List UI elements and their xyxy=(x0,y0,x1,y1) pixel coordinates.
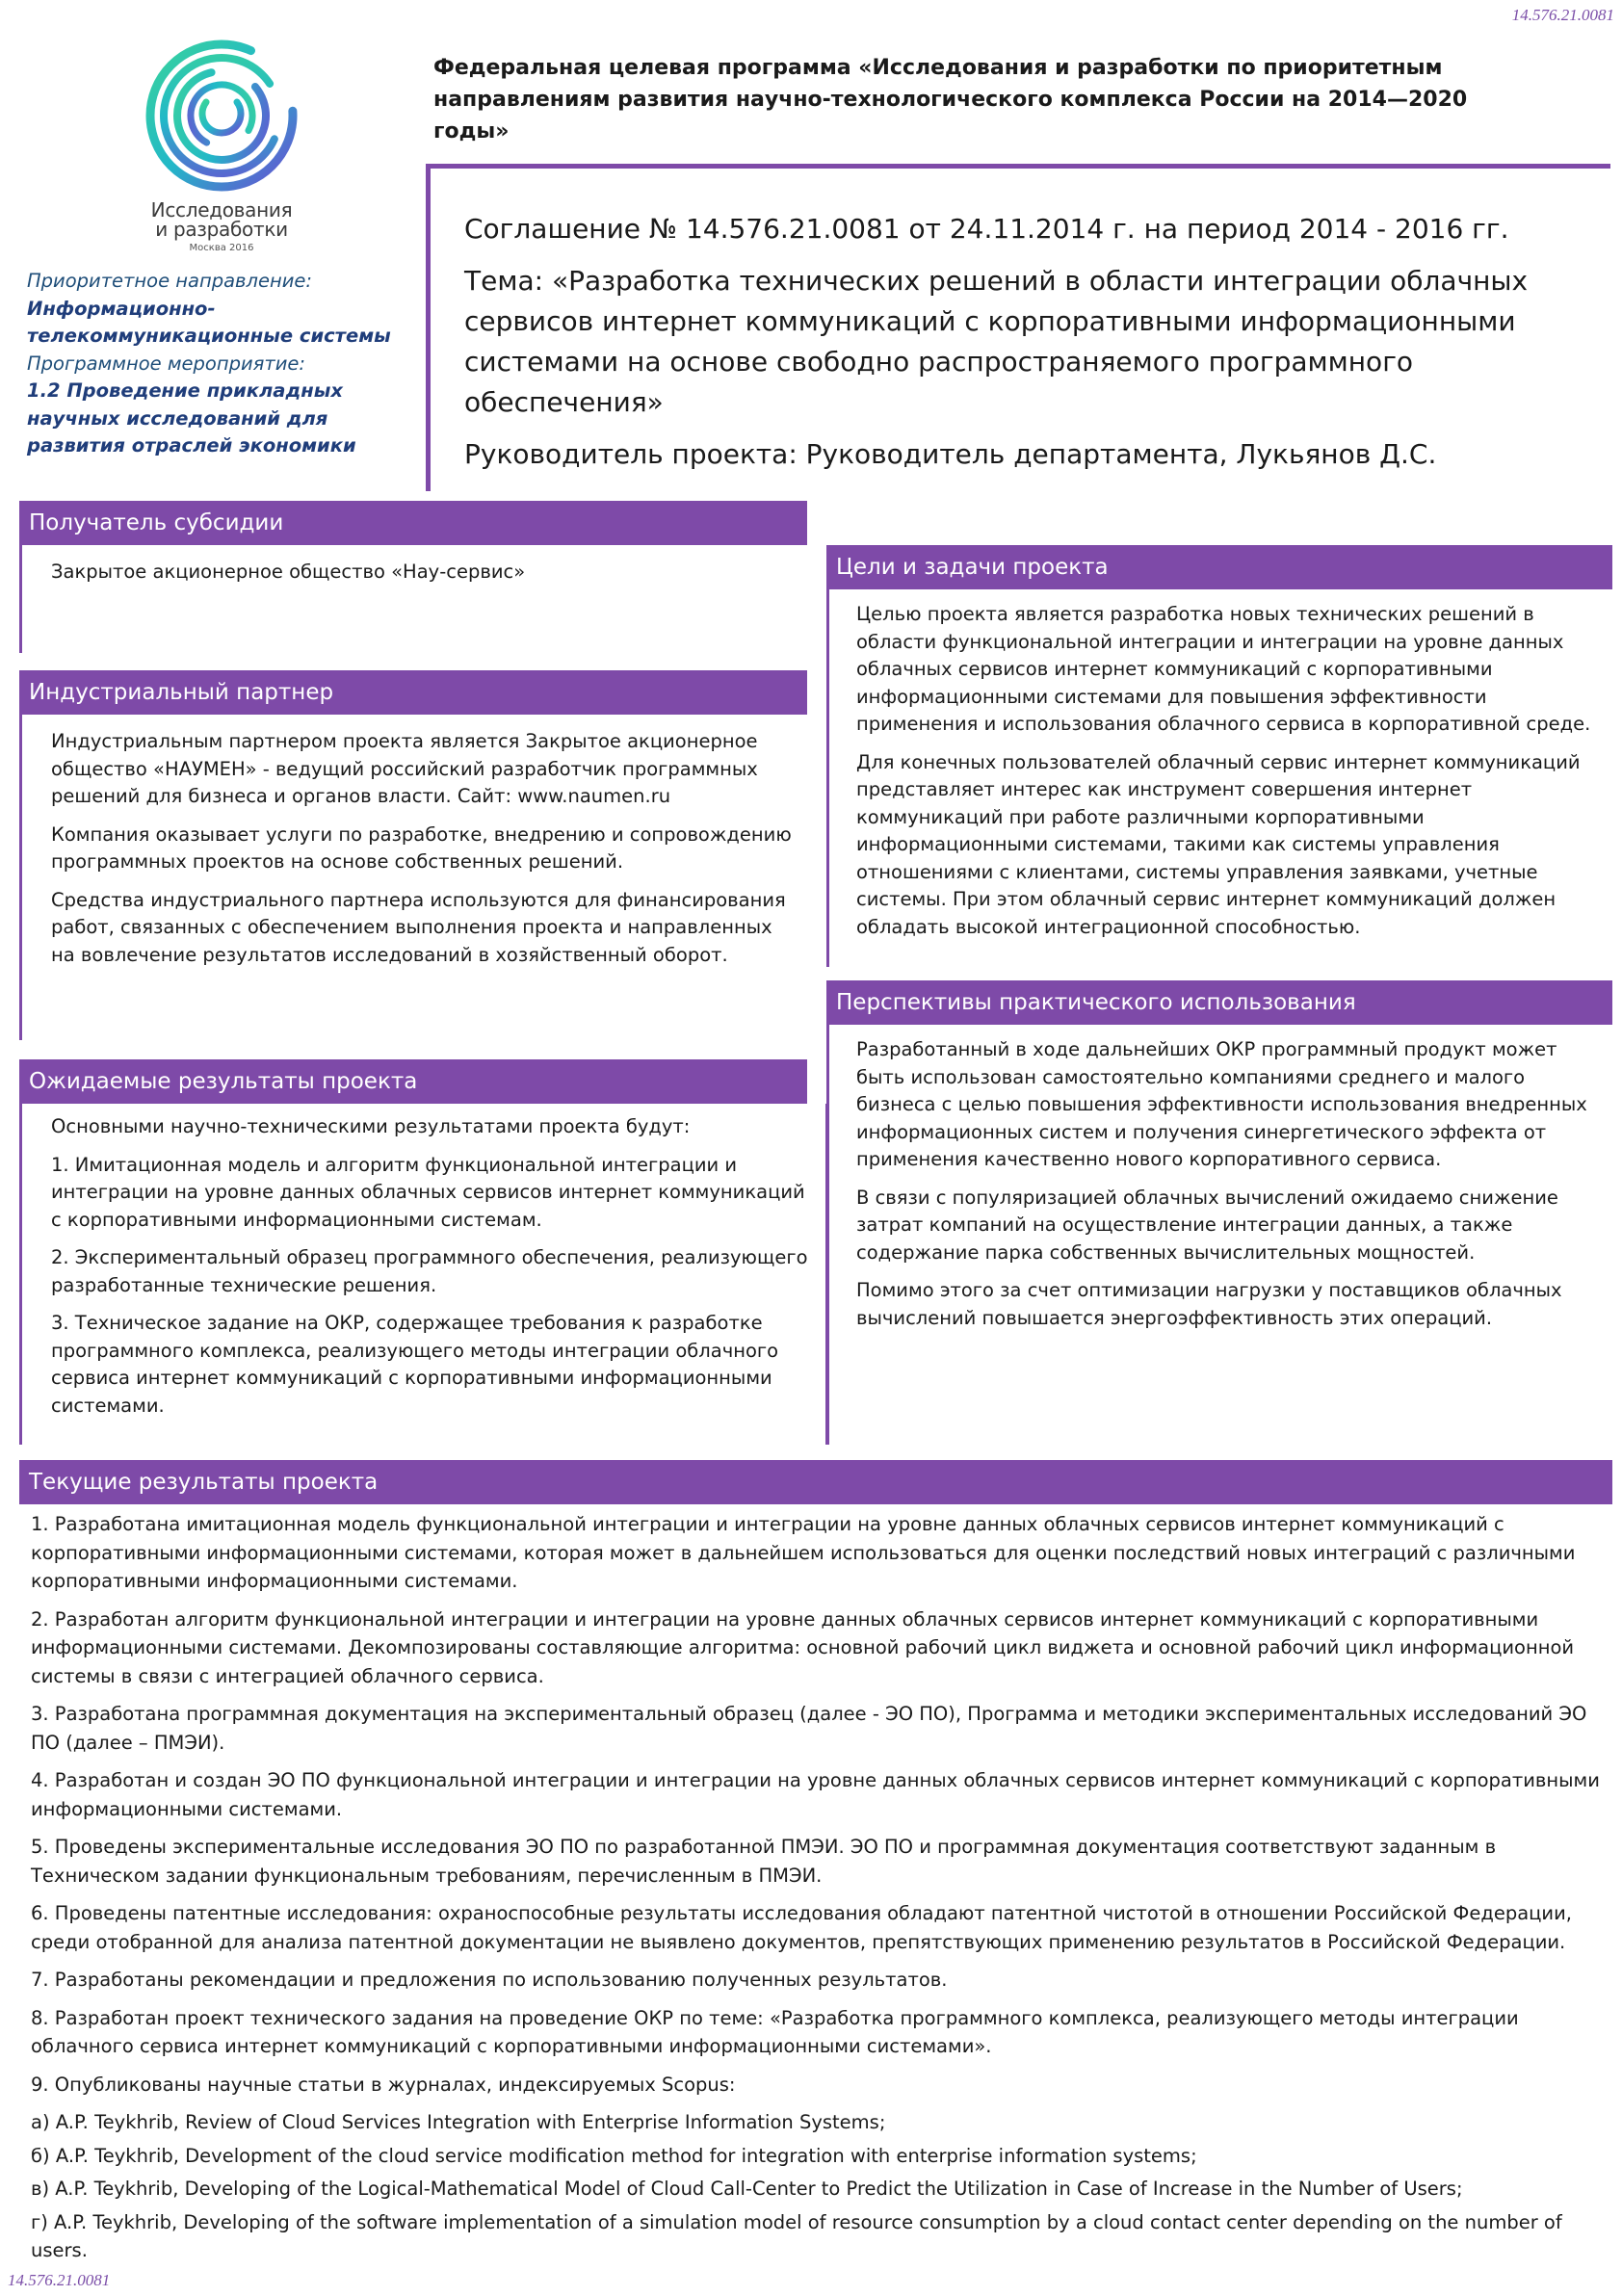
logo-name-line1: Исследования xyxy=(150,198,293,222)
partner-paragraph: Средства индустриального партнера используются для финансирования работ, связанных с обеспечением выполнения проекта и направленных на вовлечение результатов исследований в хозяйственный оборот. xyxy=(51,888,786,966)
expected-paragraph: 1. Имитационная модель и алгоритм функциональной интеграции и интеграции на уровне данных облачных сервисов интернет коммуникаций с корпоративными информационными системам. xyxy=(51,1153,805,1231)
project-lead-line: Руководитель проекта: Руководитель департамента, Лукьянов Д.С. xyxy=(464,438,1437,470)
partner-paragraph: Индустриальным партнером проекта является Закрытое акционерное общество «НАУМЕН» - ведущий российский разработчик программных решений для бизнеса и органов власти. Сайт: www.naumen.ru xyxy=(51,730,758,807)
section-recipient xyxy=(19,545,807,653)
goals-paragraph: Целью проекта является разработка новых технических решений в области функциональной интеграции и интеграции на уровне данных облачных сервисов интернет коммуникаций с корпоративными информационными системами для повышения эффективности применения и использования облачного сервиса в корпоративной среде. xyxy=(856,603,1591,735)
recipient-text: Закрытое акционерное общество «Нау-сервис» xyxy=(51,561,526,583)
document-code-top: 14.576.21.0081 xyxy=(1511,6,1614,24)
current-result-item: 6. Проведены патентные исследования: охраноспособные результаты исследования обладают патентной чистотой в отношении Российской Федерации, среди отобранной для анализа патентной документации не выявлено документов, препятствующих применению результатов в Российской Федерации. xyxy=(31,1902,1572,1953)
prospects-paragraph: Помимо этого за счет оптимизации нагрузки у поставщиков облачных вычислений повышается энергоэффективность этих операций. xyxy=(856,1279,1562,1329)
program-event-label: Программное мероприятие: xyxy=(27,352,305,375)
section-header-recipient: Получатель субсидии xyxy=(19,501,807,545)
current-result-item: 8. Разработан проект технического задания на проведение ОКР по теме: «Разработка программного комплекса, реализующего методы интеграции облачного сервиса интернет коммуникаций с корпоративными информационными системами». xyxy=(31,2006,1519,2057)
partner-paragraph: Компания оказывает услуги по разработке, внедрению и сопровождению программных проектов на основе собственных решений. xyxy=(51,822,792,873)
publication-item: а) A.P. Teykhrib, Review of Cloud Services Integration with Enterprise Information Systems; xyxy=(31,2111,886,2133)
section-header-partner: Индустриальный партнер xyxy=(19,670,807,715)
logo-name-line2: и разработки xyxy=(155,218,288,241)
document-code-bottom: 14.576.21.0081 xyxy=(8,2271,111,2289)
section-goals xyxy=(826,589,1612,967)
current-result-item: 3. Разработана программная документация на экспериментальный образец (далее - ЭО ПО), Программа и методики экспериментальных исследований ЭО ПО (далее – ПМЭИ). xyxy=(31,1703,1587,1754)
program-event-value: 1.2 Проведение прикладных научных исследований для развития отраслей экономики xyxy=(27,379,356,457)
publication-item: г) A.P. Teykhrib, Developing of the software implementation of a simulation model of resource consumption by a cloud contact center depending on the number of users. xyxy=(31,2210,1562,2261)
project-info-box xyxy=(426,164,1610,491)
expected-paragraph: 2. Экспериментальный образец программного обеспечения, реализующего разработанные технические решения. xyxy=(51,1246,808,1296)
publication-item: б) A.P. Teykhrib, Development of the cloud service modification method for integration with enterprise information systems; xyxy=(31,2144,1197,2167)
expected-paragraph: Основными научно-техническими результатами проекта будут: xyxy=(51,1115,691,1137)
section-header-prospects: Перспективы практического использования xyxy=(826,980,1612,1025)
section-header-expected: Ожидаемые результаты проекта xyxy=(19,1059,807,1104)
current-result-item: 4. Разработан и создан ЭО ПО функциональной интеграции и интеграции на уровне данных облачных сервисов интернет коммуникаций с корпоративными информационными системами. xyxy=(31,1769,1600,1820)
publication-item: в) A.P. Teykhrib, Developing of the Logical-Mathematical Model of Cloud Call-Center to Predict the Utilization in Case of Increase in the Number of Users; xyxy=(31,2178,1463,2200)
current-result-item: 9. Опубликованы научные статьи в журналах, индексируемых Scopus: xyxy=(31,2073,736,2096)
priority-direction-label: Приоритетное направление: xyxy=(27,270,313,292)
agreement-line: Соглашение № 14.576.21.0081 от 24.11.2014 г. на период 2014 - 2016 гг. xyxy=(464,213,1509,245)
logo-emblem-icon xyxy=(125,39,318,193)
priority-block xyxy=(27,268,432,460)
federal-program-title: Федеральная целевая программа «Исследования и разработки по приоритетным направлениям развития научно-технологического комплекса России на 2014—2020 годы» xyxy=(433,56,1468,144)
goals-paragraph: Для конечных пользователей облачный сервис интернет коммуникаций представляет интерес как инструмент совершения интернет коммуникаций при работе различными корпоративными информационными системами, такими как системы управления отношениями с клиентами, системы управления заявками, учетные системы. При этом облачный сервис интернет коммуникаций должен обладать высокой интеграционной способностью. xyxy=(856,750,1581,938)
prospects-paragraph: Разработанный в ходе дальнейших ОКР программный продукт может быть использован самостоятельно компаниями среднего и малого бизнеса с целью повышения эффективности использования внедренных информационных систем и получения синергетического эффекта от применения качественно нового корпоративного сервиса. xyxy=(856,1038,1587,1170)
expected-paragraph: 3. Техническое задание на ОКР, содержащее требования к разработке программного комплекса, реализующего методы интеграции облачного сервиса интернет коммуникаций с корпоративными информационными системами. xyxy=(51,1312,779,1417)
section-expected xyxy=(19,1104,828,1445)
current-result-item: 7. Разработаны рекомендации и предложения по использованию полученных результатов. xyxy=(31,1969,948,1991)
current-result-item: 2. Разработан алгоритм функциональной интеграции и интеграции на уровне данных облачных сервисов интернет коммуникаций с корпоративными информационными системами. Декомпозированы составляющие алгоритма: основной рабочий цикл виджета и основной рабочий цикл информационной системы в связи с интеграцией облачного сервиса. xyxy=(31,1607,1575,1687)
current-result-item: 5. Проведены экспериментальные исследования ЭО ПО по разработанной ПМЭИ. ЭО ПО и программная документация соответствуют заданным в Техническом задании функциональным требованиям, перечисленным в ПМЭИ. xyxy=(31,1836,1497,1887)
topic-line: Тема: «Разработка технических решений в области интеграции облачных сервисов интернет коммуникаций с корпоративными информационными системами на основе свободно распространяемого программного обеспечения» xyxy=(464,265,1529,418)
priority-direction-value: Информационно-телекоммуникационные системы xyxy=(27,297,391,347)
section-header-goals: Цели и задачи проекта xyxy=(826,545,1612,589)
section-prospects xyxy=(826,1025,1612,1445)
current-result-item: 1. Разработана имитационная модель функциональной интеграции и интеграции на уровне данных облачных сервисов интернет коммуникаций с корпоративными информационными системами, которая может в дальнейшем использоваться для оценки последствий новых интеграций с различными корпоративными информационными системами. xyxy=(31,1513,1576,1592)
program-logo xyxy=(125,39,318,260)
section-header-current: Текущие результаты проекта xyxy=(19,1460,1612,1504)
prospects-paragraph: В связи с популяризацией облачных вычислений ожидаемо снижение затрат компаний на осуществление интеграции данных, а также содержание парка собственных вычислительных мощностей. xyxy=(856,1186,1558,1264)
section-current xyxy=(31,1510,1601,2270)
section-partner xyxy=(19,715,807,1040)
logo-subtitle: Москва 2016 xyxy=(189,243,254,253)
